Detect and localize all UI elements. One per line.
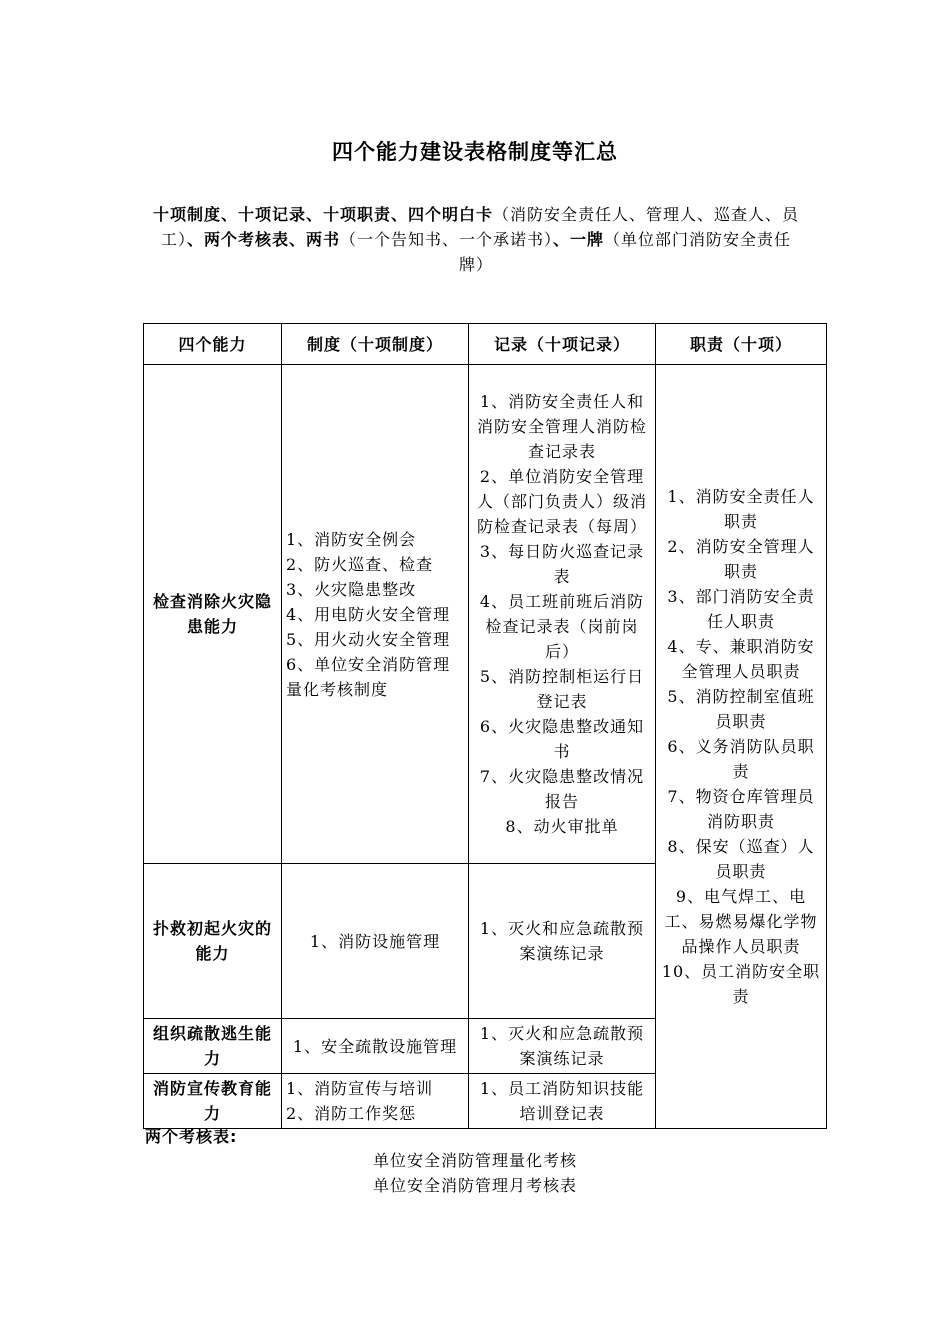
duty-item: 10、员工消防安全职责 <box>661 962 821 1006</box>
system-item: 6、单位安全消防管理量化考核制度 <box>286 654 451 699</box>
header-duties: 职责（十项） <box>656 324 827 365</box>
system-item: 1、安全疏散设施管理 <box>292 1036 458 1056</box>
records-cell <box>469 365 656 864</box>
system-item: 3、火灾隐患整改 <box>286 579 417 599</box>
record-item: 4、员工班前班后消防检查记录表（岗前岗后） <box>479 592 645 661</box>
duty-item: 5、消防控制室值班员职责 <box>667 687 815 731</box>
systems-cell <box>282 1074 469 1129</box>
intro-bold-3: 、一牌 <box>553 230 605 249</box>
intro-paragraph <box>148 202 804 277</box>
record-item: 6、火灾隐患整改通知书 <box>479 717 645 761</box>
intro-bold-2: 、两个考核表、两书 <box>186 230 340 249</box>
record-item: 7、火灾隐患整改情况报告 <box>479 767 645 811</box>
systems-cell <box>282 864 469 1019</box>
system-item: 4、用电防火安全管理 <box>286 604 451 624</box>
ability-cell: 消防宣传教育能力 <box>144 1074 282 1129</box>
intro-note-3: （单位部门消防安全责任牌） <box>458 230 792 274</box>
record-item: 3、每日防火巡查记录表 <box>479 542 645 586</box>
page-title: 四个能力建设表格制度等汇总 <box>332 140 618 164</box>
duty-item: 9、电气焊工、电工、易燃易爆化学物品操作人员职责 <box>664 887 818 956</box>
intro-note-2: （一个告知书、一个承诺书） <box>339 230 553 249</box>
duties-cell <box>656 365 827 1129</box>
duty-item: 4、专、兼职消防安全管理人员职责 <box>667 637 815 681</box>
duty-item: 1、消防安全责任人职责 <box>667 487 815 531</box>
ability-cell: 扑救初起火灾的能力 <box>144 864 282 1019</box>
header-systems: 制度（十项制度） <box>282 324 469 365</box>
record-item: 1、消防安全责任人和消防安全管理人消防检查记录表 <box>476 392 647 461</box>
assessment-item: 单位安全消防管理量化考核 <box>372 1151 577 1170</box>
system-item: 1、消防设施管理 <box>309 931 441 951</box>
records-cell <box>469 1019 656 1074</box>
header-records: 记录（十项记录） <box>469 324 656 365</box>
record-item: 2、单位消防安全管理人（部门负责人）级消防检查记录表（每周） <box>476 467 647 536</box>
systems-cell <box>282 1019 469 1074</box>
capability-table <box>143 323 827 1129</box>
record-item: 5、消防控制柜运行日登记表 <box>479 667 645 711</box>
table-header-row <box>144 324 827 365</box>
assessment-list <box>0 1148 950 1198</box>
duty-item: 7、物资仓库管理员消防职责 <box>667 787 815 831</box>
header-ability: 四个能力 <box>144 324 282 365</box>
assessment-title: 两个考核表: <box>145 1127 238 1146</box>
record-item: 1、员工消防知识技能培训登记表 <box>479 1079 645 1123</box>
system-item: 5、用火动火安全管理 <box>286 629 451 649</box>
table-row <box>144 365 827 864</box>
records-cell <box>469 1074 656 1129</box>
duty-item: 3、部门消防安全责任人职责 <box>667 587 815 631</box>
systems-cell <box>282 365 469 864</box>
system-item: 1、消防宣传与培训 <box>286 1079 434 1098</box>
duty-item: 8、保安（巡查）人员职责 <box>667 837 815 881</box>
intro-bold-1: 十项制度、十项记录、十项职责、四个明白卡 <box>152 205 493 224</box>
system-item: 2、防火巡查、检查 <box>286 554 434 574</box>
records-cell <box>469 864 656 1019</box>
duty-item: 6、义务消防队员职责 <box>667 737 815 781</box>
system-item: 1、消防安全例会 <box>286 529 417 549</box>
system-item: 2、消防工作奖惩 <box>286 1104 417 1123</box>
record-item: 1、灭火和应急疏散预案演练记录 <box>479 1024 645 1068</box>
assessment-item: 单位安全消防管理月考核表 <box>372 1176 577 1195</box>
ability-cell: 检查消除火灾隐患能力 <box>144 365 282 864</box>
record-item: 8、动火审批单 <box>505 817 619 836</box>
intro-note-1: （消防安全责任人、管理人、巡查人、员工） <box>160 205 800 249</box>
duty-item: 2、消防安全管理人职责 <box>667 537 815 581</box>
record-item: 1、灭火和应急疏散预案演练记录 <box>479 919 645 963</box>
ability-cell: 组织疏散逃生能力 <box>144 1019 282 1074</box>
